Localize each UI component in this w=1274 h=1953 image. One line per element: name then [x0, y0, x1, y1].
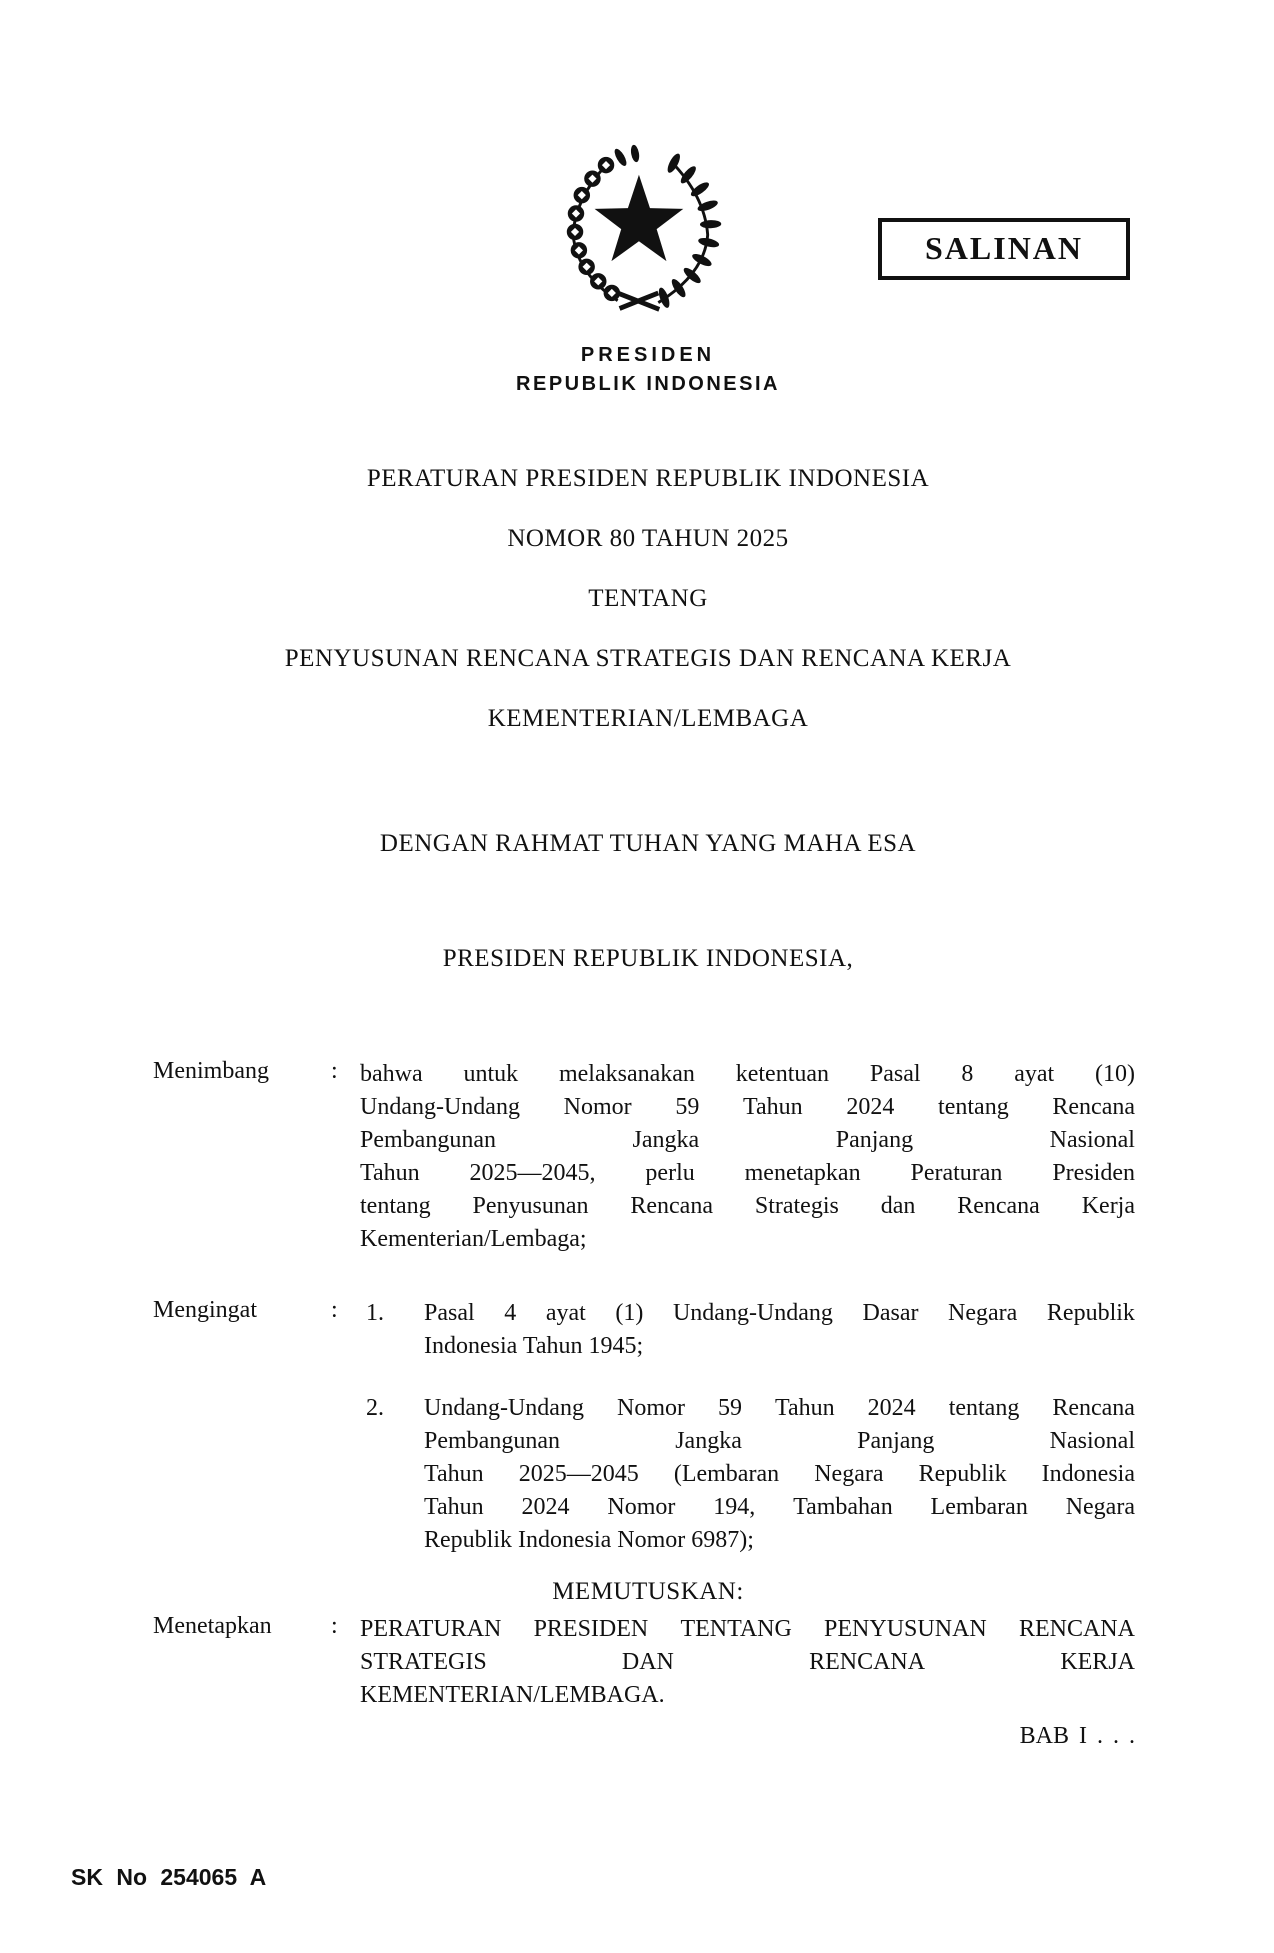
text-line: PERATURAN PRESIDEN TENTANG PENYUSUNAN RENCANA: [360, 1616, 1135, 1642]
text-line: Undang-Undang Nomor 59 Tahun 2024 tentang Rencana: [360, 1094, 1135, 1120]
text-line: KEMENTERIAN/LEMBAGA.: [360, 1682, 665, 1708]
text-line: Tahun 2024 Nomor 194, Tambahan Lembaran Negara: [424, 1494, 1135, 1520]
letterhead: [22, 342, 1274, 397]
presidential-emblem-icon: [549, 138, 725, 322]
text-line: tentang Penyusunan Rencana Strategis dan Rencana Kerja: [360, 1193, 1135, 1219]
star-icon: [595, 175, 684, 261]
item-number: 1.: [366, 1300, 384, 1326]
menetapkan-label: Menetapkan: [153, 1613, 272, 1639]
crossed-stems: [618, 293, 660, 309]
text-line: PENYUSUNAN RENCANA STRATEGIS DAN RENCANA KERJA: [284, 645, 1012, 672]
text-line: Tahun 2025—2045, perlu menetapkan Peraturan Presiden: [360, 1160, 1135, 1186]
letterhead-presiden: PRESIDEN: [580, 344, 716, 366]
letterhead-republik-indonesia: REPUBLIK INDONESIA: [516, 373, 780, 395]
text-line: Pembangunan Jangka Panjang Nasional: [424, 1428, 1135, 1454]
item-text: [424, 1392, 1135, 1557]
invocation-line: DENGAN RAHMAT TUHAN YANG MAHA ESA: [379, 830, 917, 857]
regulation-title: [22, 465, 1274, 765]
text-line: Undang-Undang Nomor 59 Tahun 2024 tentang Rencana: [424, 1395, 1135, 1421]
text-line: Pembangunan Jangka Panjang Nasional: [360, 1127, 1135, 1153]
text-line: Indonesia Tahun 1945;: [424, 1333, 644, 1359]
text-line: Republik Indonesia Nomor 6987);: [424, 1527, 754, 1553]
numbered-item: [366, 1392, 1135, 1557]
menetapkan-colon: :: [331, 1613, 338, 1639]
mengingat-label: Mengingat: [153, 1297, 257, 1323]
wreath-right-branch: [657, 152, 722, 309]
authority-line: PRESIDEN REPUBLIK INDONESIA,: [442, 945, 854, 972]
text-line: NOMOR 80 TAHUN 2025: [507, 525, 789, 552]
numbered-item: [366, 1297, 1135, 1363]
text-line: KEMENTERIAN/LEMBAGA: [487, 705, 809, 732]
menimbang-label: Menimbang: [153, 1058, 269, 1084]
salinan-stamp: [878, 218, 1130, 280]
mengingat-colon: :: [331, 1297, 338, 1323]
salinan-stamp-label: SALINAN: [924, 230, 1084, 266]
text-line: Tahun 2025—2045 (Lembaran Negara Republik Indonesia: [424, 1461, 1135, 1487]
menimbang-colon: :: [331, 1058, 338, 1084]
menimbang-body: [360, 1058, 1135, 1256]
menetapkan-body: [360, 1613, 1135, 1712]
page-continuation-marker: BAB I . . .: [1019, 1723, 1135, 1749]
mengingat-body: [366, 1297, 1135, 1557]
text-line: TENTANG: [588, 585, 708, 612]
text-line: Kementerian/Lembaga;: [360, 1226, 587, 1252]
text-line: bahwa untuk melaksanakan ketentuan Pasal 8 ayat (10): [360, 1061, 1135, 1087]
text-line: PERATURAN PRESIDEN REPUBLIK INDONESIA: [366, 465, 930, 492]
item-text: [424, 1297, 1135, 1363]
memutuskan-heading: MEMUTUSKAN:: [552, 1578, 744, 1605]
text-line: STRATEGIS DAN RENCANA KERJA: [360, 1649, 1135, 1675]
document-code: SK No 254065 A: [71, 1864, 267, 1890]
item-number: 2.: [366, 1395, 384, 1421]
text-line: Pasal 4 ayat (1) Undang-Undang Dasar Negara Republik: [424, 1300, 1135, 1326]
